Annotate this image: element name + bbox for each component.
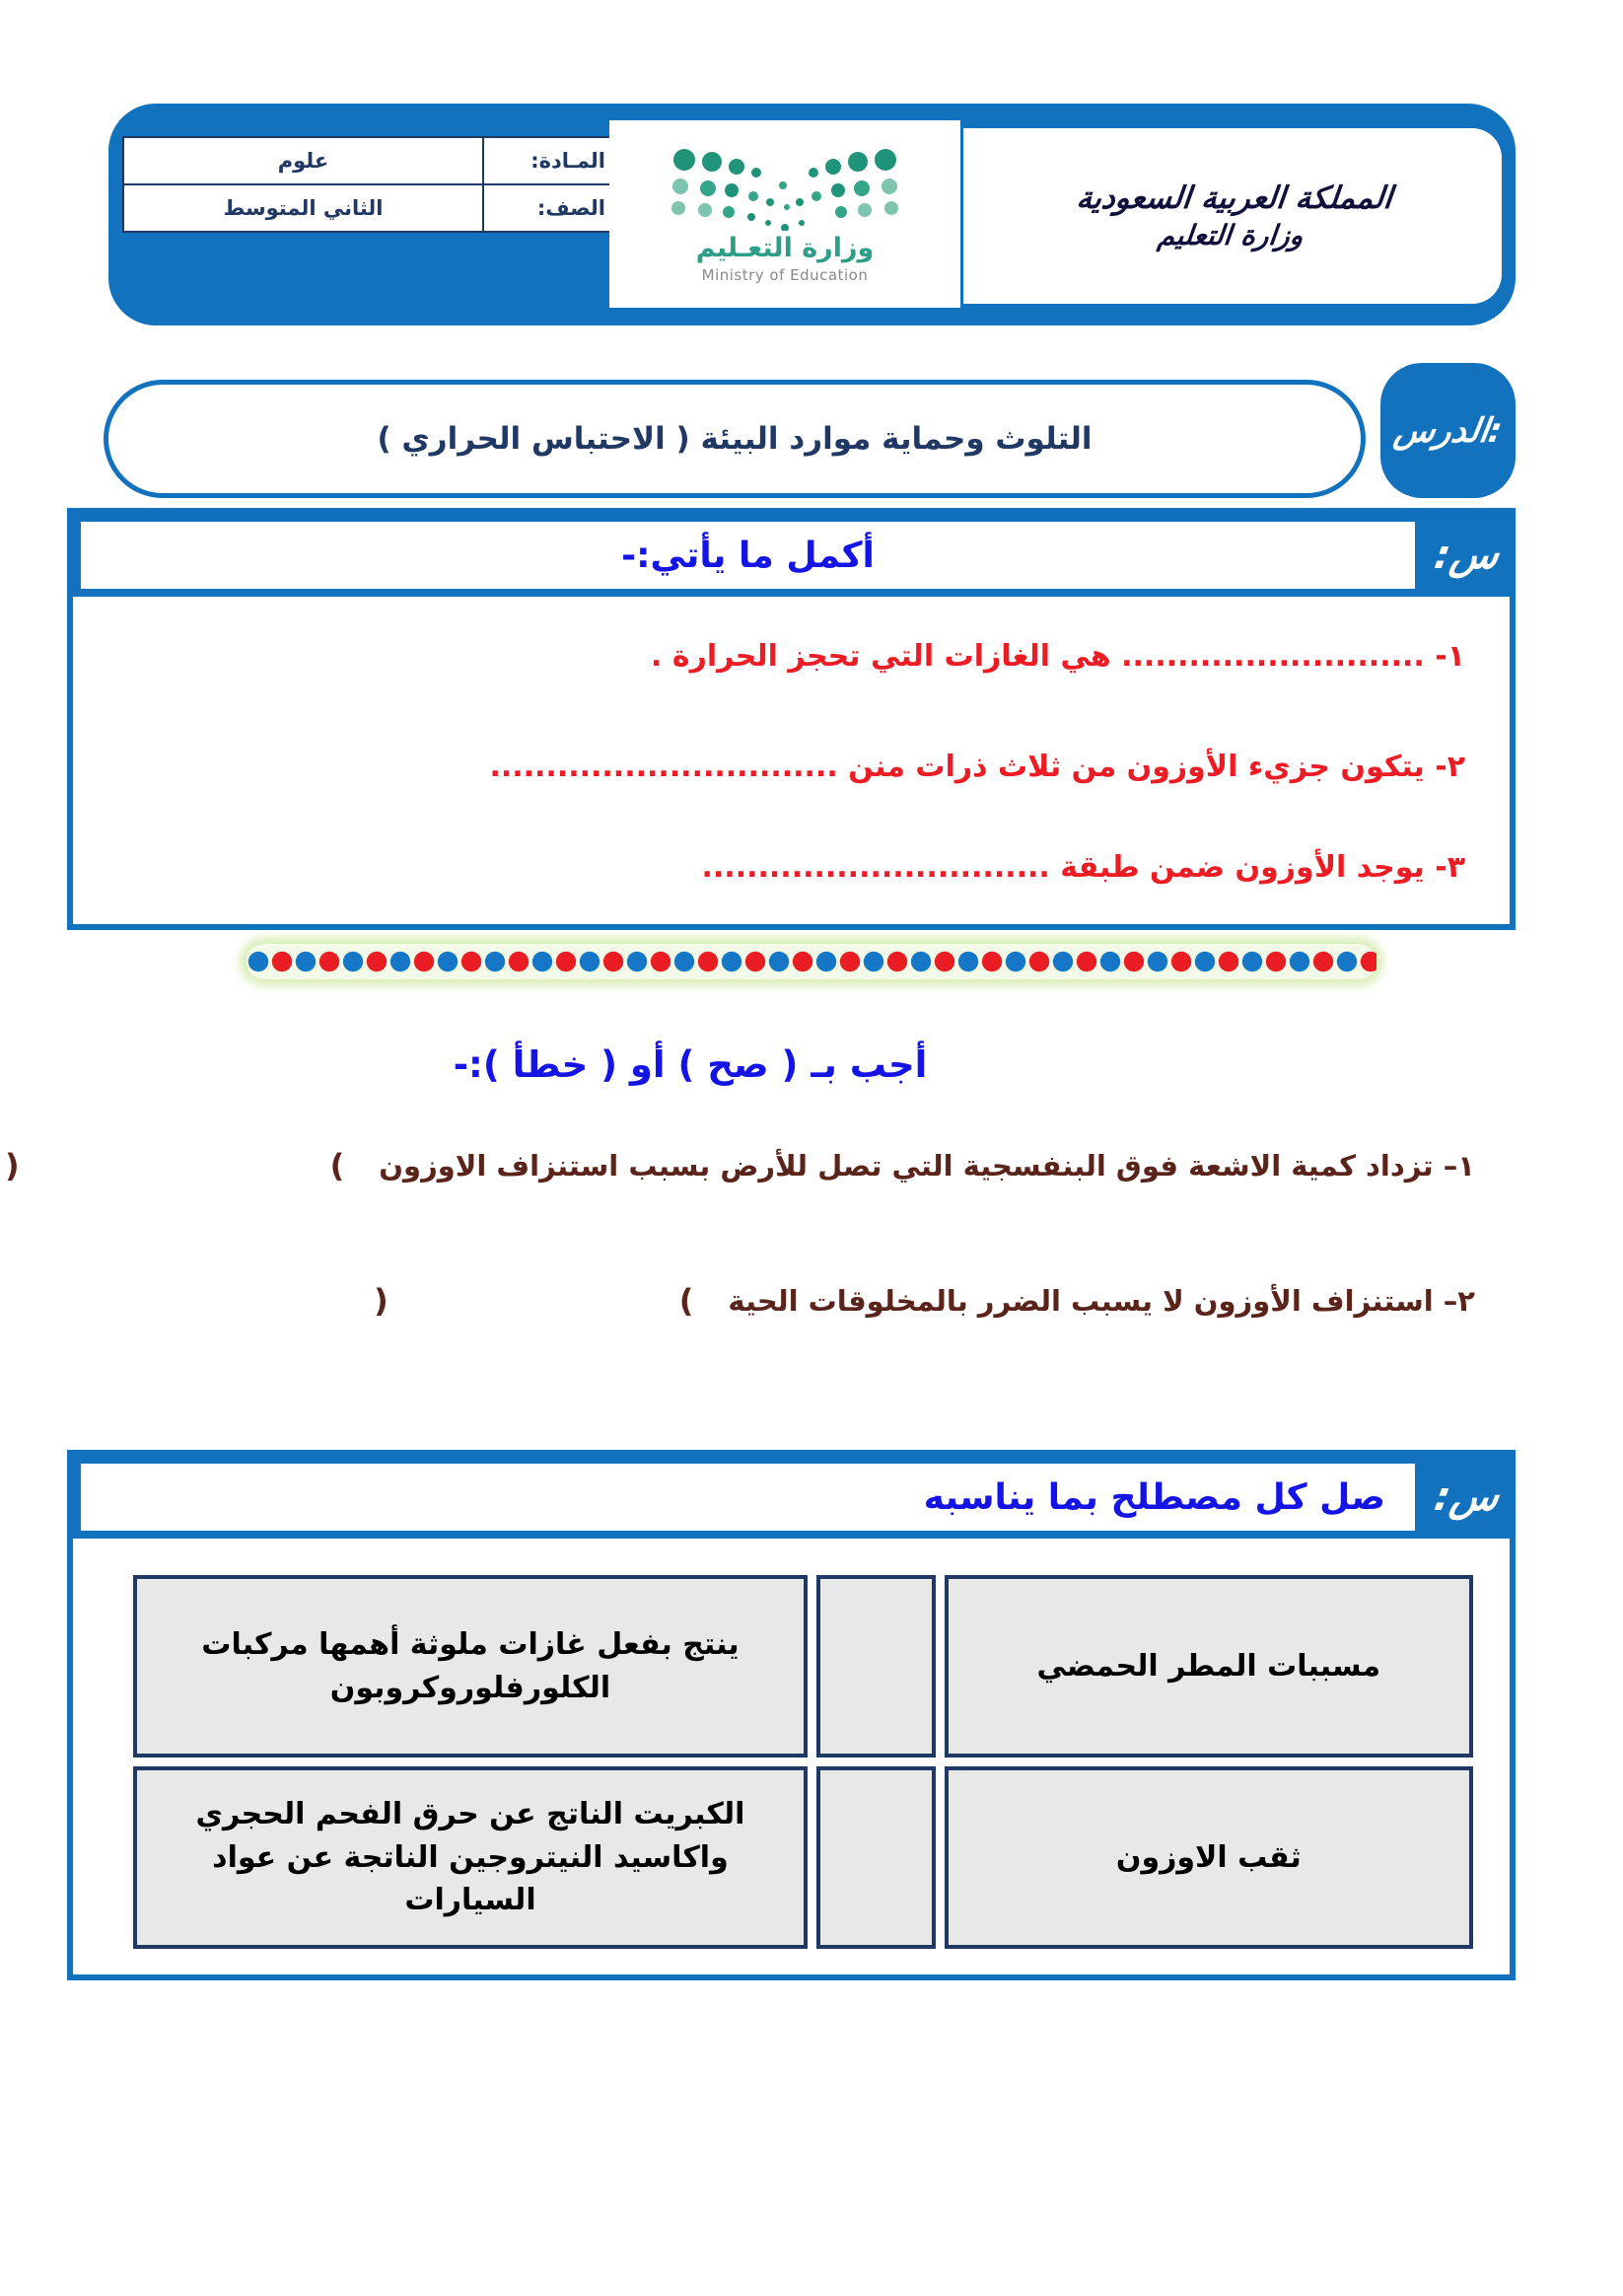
tf1-paren-open: (	[329, 1147, 345, 1184]
fill-question-2: ٢- يتكون جزيء الأوزون من ثلاث ذرات منن ...............................	[489, 750, 1465, 784]
ministry-logo-panel	[609, 120, 960, 308]
fill-title-text: أكمل ما يأتي:-	[621, 535, 875, 576]
subject-info-table	[122, 136, 615, 233]
fill-in-blanks-section	[67, 508, 1516, 930]
match-title-text: صل كل مصطلح بما يناسبه	[923, 1476, 1385, 1518]
question-badge	[1423, 514, 1510, 597]
table-row	[123, 137, 614, 184]
fill-question-list	[73, 597, 1510, 889]
match-definition-1: ينتج بفعل غازات ملوثة أهمها مركبات الكلورفلوروكروبون	[133, 1575, 808, 1758]
lesson-title-text: التلوث وحماية موارد البيئة ( الاحتباس الحراري )	[377, 421, 1093, 457]
header-banner	[108, 104, 1516, 325]
match-section-header	[73, 1456, 1510, 1539]
tf1-paren-close: )	[5, 1147, 20, 1184]
tf2-paren-close: )	[374, 1282, 388, 1320]
fill-question-1: ١- ........................... هي الغازات التي تحجز الحرارة .	[651, 639, 1465, 674]
match-term-1: مسببات المطر الحمضي	[945, 1575, 1473, 1758]
table-row	[123, 184, 614, 232]
match-answer-cell-2	[816, 1766, 936, 1949]
true-false-question-1	[5, 1147, 1475, 1184]
true-false-heading: أجب بـ ( صح ) أو ( خطأ ):-	[453, 1043, 928, 1086]
table-row	[133, 1766, 1473, 1949]
question-badge-text: س:	[1431, 1474, 1502, 1520]
table-row	[133, 1575, 1473, 1758]
match-answer-cell-1	[816, 1575, 936, 1758]
question-badge-text: س:	[1431, 533, 1502, 578]
grade-value: الثاني المتوسط	[123, 184, 483, 232]
tf2-text: ٢– استنزاف الأوزون لا يسبب الضرر بالمخلوقات الحية	[728, 1284, 1475, 1318]
grade-label: الصف:	[483, 184, 614, 232]
subject-label: المـادة:	[483, 137, 614, 184]
dotted-separator	[247, 944, 1376, 979]
ministry-logo-dots-icon	[667, 144, 903, 231]
subject-value: علوم	[123, 137, 483, 184]
match-term-2: ثقب الاوزون	[945, 1766, 1473, 1949]
kingdom-calligraphy-panel	[963, 128, 1502, 304]
match-title-box	[81, 1464, 1415, 1531]
ministry-wordmark-ar: وزارة التعـليم	[695, 233, 875, 263]
calligraphy-kingdom-line: المملكة العربية السعودية	[1075, 180, 1394, 217]
separator-dots	[247, 950, 1376, 973]
match-definition-2: الكبريت الناتج عن حرق الفحم الحجري واكاسيد النيتروجين الناتجة عن عواد السيارات	[133, 1766, 808, 1949]
lesson-label-badge	[1380, 363, 1516, 498]
tf1-text: ١– تزداد كمية الاشعة فوق البنفسجية التي تصل للأرض بسبب استنزاف الاوزون	[379, 1149, 1475, 1183]
ministry-wordmark-en: Ministry of Education	[701, 266, 869, 284]
true-false-question-2	[374, 1282, 1475, 1320]
fill-question-3: ٣- يوجد الأوزون ضمن طبقة ...............................	[701, 850, 1465, 885]
matching-section	[67, 1450, 1516, 1980]
fill-title-box	[81, 522, 1415, 589]
fill-section-header	[73, 514, 1510, 597]
calligraphy-ministry-line: وزارة التعليم	[1156, 218, 1305, 251]
matching-table	[124, 1566, 1482, 1958]
lesson-label-text: الدرس:	[1391, 410, 1505, 451]
tf2-paren-open: (	[678, 1282, 694, 1320]
question-badge	[1423, 1456, 1510, 1539]
match-table-wrapper	[73, 1539, 1510, 1958]
lesson-title-pill	[104, 380, 1366, 498]
